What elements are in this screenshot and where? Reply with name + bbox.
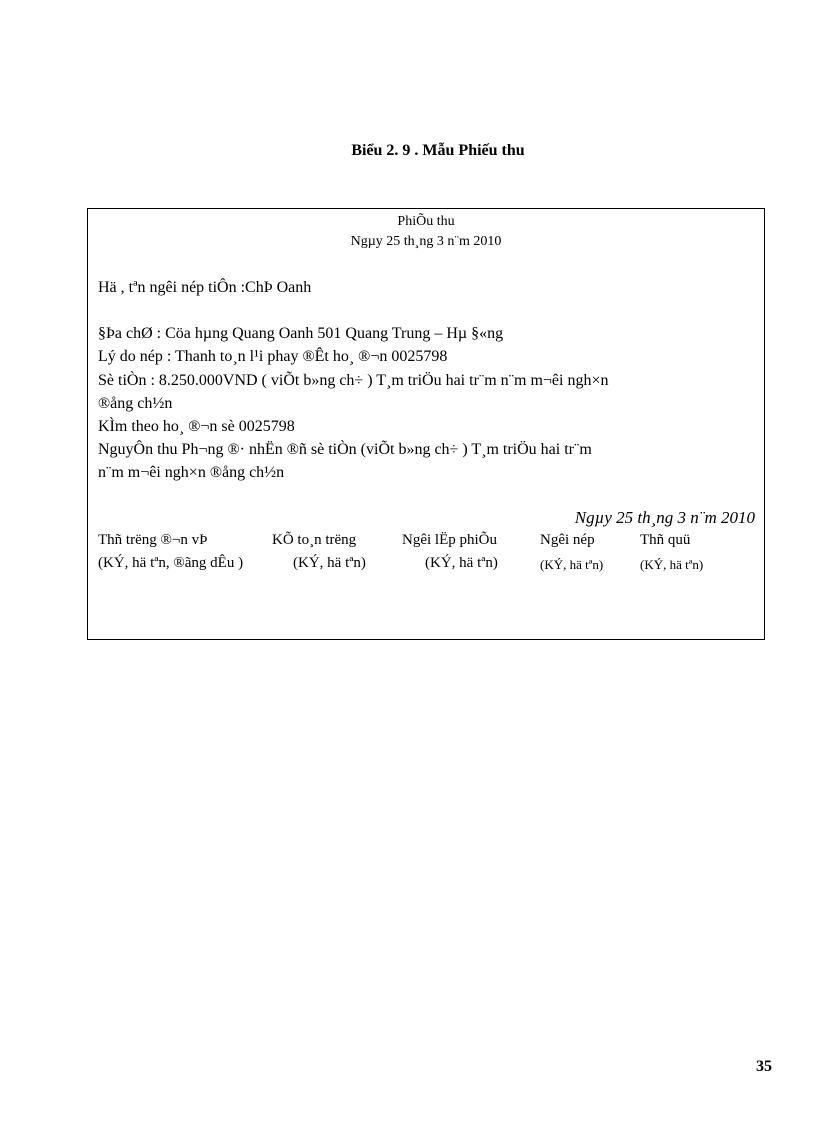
payment-reason: Lý do nép : Thanh to¸n l¹i phay ®Êt ho¸ ®¬n 0025798 (98, 348, 448, 365)
signature-note-chief-accountant: (KÝ, hä tªn) (293, 555, 366, 571)
received-line-1: NguyÔn thu Ph¬ng ®· nhËn ®ñ sè tiÒn (viÕt b»ng ch÷ ) T¸m triÖu hai tr¨m (98, 441, 592, 458)
signature-title-preparer: Ngêi lËp phiÕu (402, 532, 497, 548)
signature-title-payer: Ngêi nép (540, 532, 595, 548)
receipt-title: PhiÕu thu (397, 214, 455, 229)
payer-name: Hä , tªn ngêi nép tiÔn :ChÞ Oanh (98, 279, 312, 296)
signature-note-cashier: (KÝ, hä tªn) (640, 557, 704, 572)
receipt-date: Ngµy 25 th¸ng 3 n¨m 2010 (350, 234, 502, 249)
signature-title-cashier: Thñ quü (640, 532, 691, 548)
receipt-form (87, 208, 765, 640)
payer-address: §Þa chØ : Cöa hµng Quang Oanh 501 Quang Trung – Hµ §«ng (98, 325, 504, 342)
signature-title-head-of-unit: Thñ trëng ®¬n vÞ (98, 532, 208, 548)
page-number: 35 (756, 1058, 772, 1075)
signature-note-payer: (KÝ, hä tªn) (540, 557, 604, 572)
amount-line-2: ®ång ch½n (98, 395, 173, 412)
figure-caption: Biểu 2. 9 . Mẫu Phiếu thu (351, 142, 525, 159)
amount-line-1: Sè tiÒn : 8.250.000VND ( viÕt b»ng ch÷ ) T¸m triÖu hai tr¨m n¨m m¬êi ngh×n (98, 372, 609, 389)
attached-invoice: KÌm theo ho¸ ®¬n sè 0025798 (98, 418, 295, 435)
signature-note-head-of-unit: (KÝ, hä tªn, ®ãng dÊu ) (98, 555, 244, 571)
signature-note-preparer: (KÝ, hä tªn) (425, 555, 498, 571)
signing-date: Ngµy 25 th¸ng 3 n¨m 2010 (574, 508, 755, 527)
received-line-2: n¨m m¬êi ngh×n ®ång ch½n (98, 464, 285, 481)
signature-title-chief-accountant: KÕ to¸n trëng (272, 532, 357, 548)
